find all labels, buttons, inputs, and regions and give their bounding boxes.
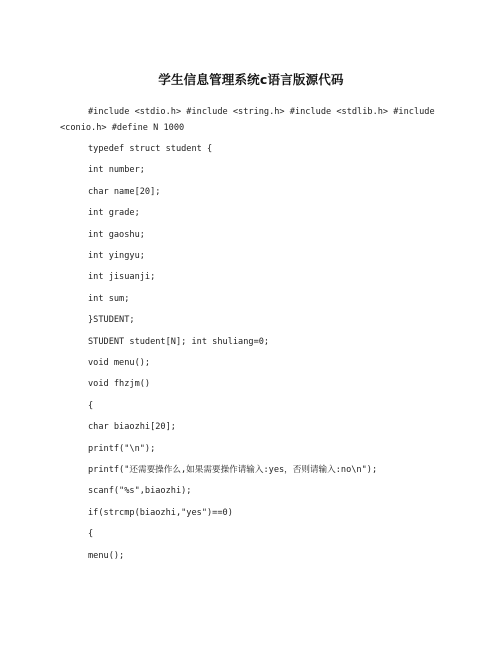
code-line: typedef struct student { xyxy=(88,144,213,155)
code-line: { xyxy=(88,400,94,411)
code-line: if(strcmp(biaozhi,"yes")==0) xyxy=(88,507,233,518)
code-line: scanf("%s",biaozhi); xyxy=(88,486,192,497)
code-listing xyxy=(60,105,440,570)
code-line: int sum; xyxy=(88,293,130,304)
code-line: int yingyu; xyxy=(88,251,145,262)
code-line: STUDENT student[N]; int shuliang=0; xyxy=(88,336,270,347)
code-line: printf("\n"); xyxy=(88,443,156,454)
code-line: }STUDENT; xyxy=(88,315,135,326)
code-line: void menu(); xyxy=(88,358,151,368)
code-line-includes: #include <stdio.h> #include <string.h> #include <stdlib.h> #include <conio.h> #define N 1000 xyxy=(60,107,435,133)
code-line: int jisuanji; xyxy=(88,272,156,283)
code-line: void fhzjm() xyxy=(88,379,151,390)
code-line: menu(); xyxy=(88,550,125,561)
code-line: char name[20]; xyxy=(88,186,161,197)
code-line: { xyxy=(88,529,94,540)
document-title: 学生信息管理系统c语言版源代码 xyxy=(158,72,344,87)
code-line: printf("还需要操作么,如果需要操作请输入:yes，否则请输入:no\n"); xyxy=(88,464,378,475)
code-line: int number; xyxy=(88,165,145,176)
code-line: int grade; xyxy=(88,208,140,219)
code-line: char biaozhi[20]; xyxy=(88,422,176,433)
code-line: int gaoshu; xyxy=(88,229,145,240)
